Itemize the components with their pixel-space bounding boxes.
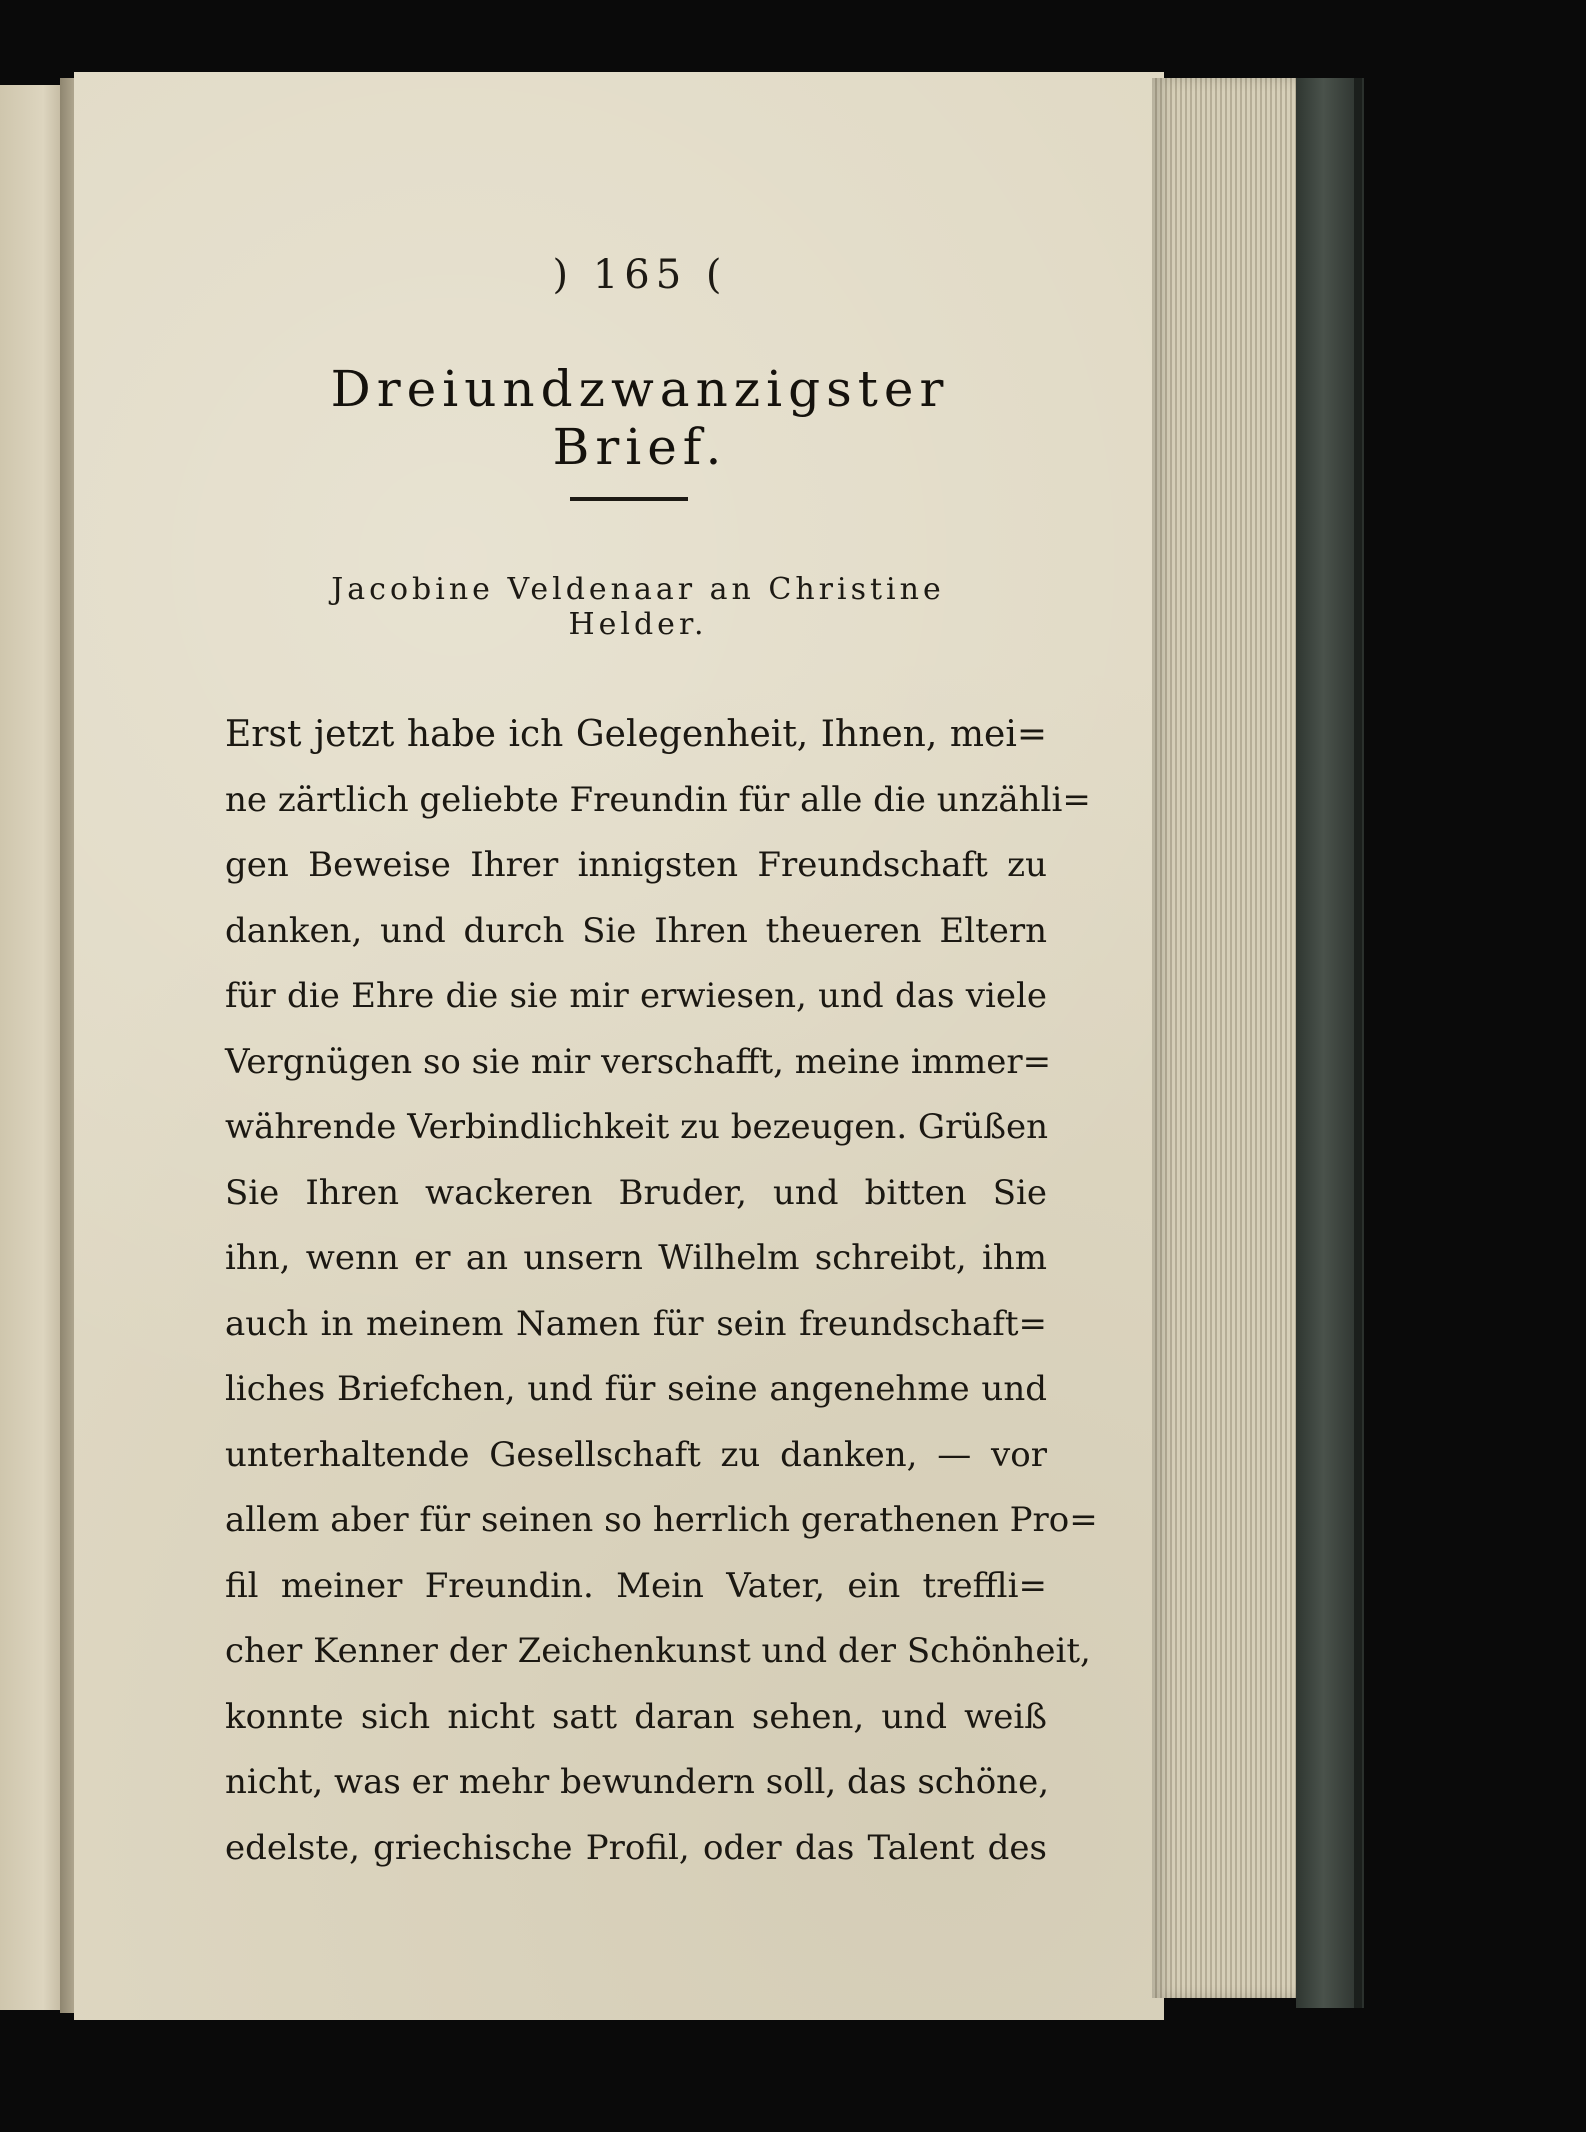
text-line: währende Verbindlichkeit zu bezeugen. Grüßen xyxy=(225,1107,1048,1147)
text-line: für die Ehre die sie mir erwiesen, und das viele xyxy=(225,976,1047,1016)
letter-heading: Dreiundzwanzigster Brief. xyxy=(330,360,950,476)
text-line: cher Kenner der Zeichenkunst und der Schönheit, xyxy=(225,1631,1091,1671)
letter-salutation: Jacobine Veldenaar an Christine Helder. xyxy=(331,572,945,642)
text-line: danken, und durch Sie Ihren theueren Eltern xyxy=(225,910,1047,951)
book-cover xyxy=(1296,78,1364,2008)
text-line: allem aber für seinen so herrlich gerathenen Pro= xyxy=(225,1500,1098,1540)
text-line: liches Briefchen, und für seine angenehme und xyxy=(225,1369,1047,1409)
text-line: Erst jetzt habe ich Gelegenheit, Ihnen, mei= xyxy=(225,714,1047,755)
page-number: ) 165 ( xyxy=(552,252,728,298)
text-line: edelste, griechische Profil, oder das Talent des xyxy=(225,1827,1047,1868)
page-block-edges xyxy=(1152,78,1300,1998)
text-line: Vergnügen so sie mir verschafft, meine immer= xyxy=(225,1041,1052,1082)
text-line: gen Beweise Ihrer innigsten Freundschaft zu xyxy=(225,845,1047,885)
letter-body xyxy=(225,702,1098,1881)
text-line: auch in meinem Namen für sein freundschaft= xyxy=(225,1303,1047,1344)
heading-rule xyxy=(570,497,688,501)
text-line: Sie Ihren wackeren Bruder, und bitten Sie xyxy=(225,1172,1047,1213)
text-line: ihn, wenn er an unsern Wilhelm schreibt, ihm xyxy=(225,1238,1047,1278)
text-line: konnte sich nicht satt daran sehen, und weiß xyxy=(225,1696,1047,1737)
text-line: nicht, was er mehr bewundern soll, das schöne, xyxy=(225,1762,1050,1802)
text-line: ne zärtlich geliebte Freundin für alle die unzähli= xyxy=(225,779,1091,820)
text-line: fil meiner Freundin. Mein Vater, ein treffli= xyxy=(225,1565,1047,1606)
text-line: unterhaltende Gesellschaft zu danken, — vor xyxy=(225,1434,1047,1475)
